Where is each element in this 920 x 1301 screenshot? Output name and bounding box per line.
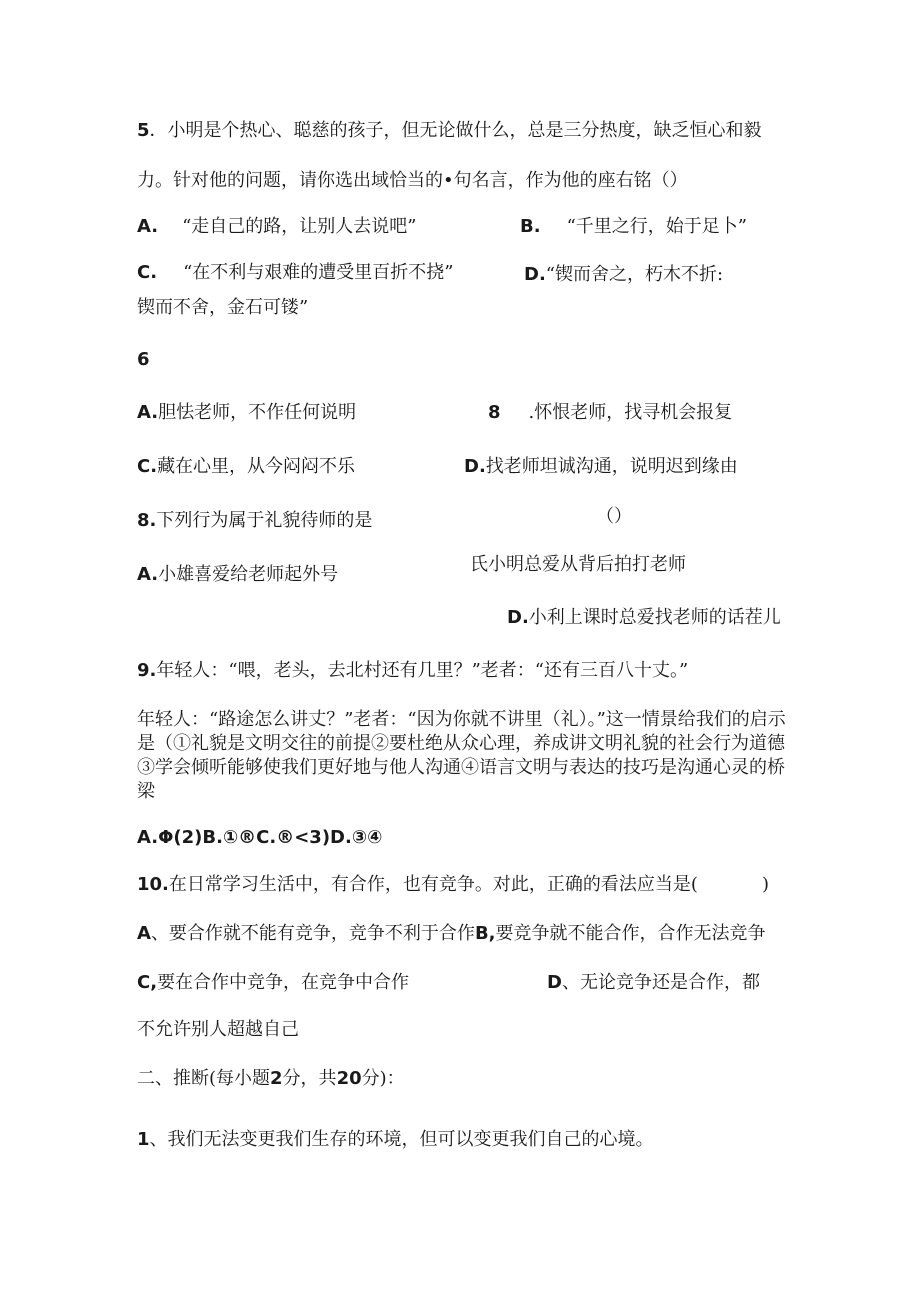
option-label: D. — [464, 456, 486, 477]
q10-close-paren: ) — [762, 874, 770, 895]
section-2-heading — [137, 1070, 405, 1088]
q6-option-d — [464, 458, 738, 476]
q9-options: A.Φ(2)B.①®C.®<3)D.③④ — [137, 827, 383, 848]
option-label: C, — [137, 972, 158, 993]
option-label: A. — [137, 402, 159, 423]
q10-number: 10. — [137, 874, 169, 895]
q10-option-c — [137, 974, 409, 992]
option-label: C. — [137, 262, 158, 283]
option-text: 、要合作就不能有竞争，竞争不利于合作 — [150, 923, 475, 944]
option-number: 8 — [488, 402, 501, 423]
q8-option-d — [507, 609, 781, 627]
option-label: B, — [474, 923, 496, 944]
q5-option-c — [137, 264, 453, 282]
option-label: C. — [137, 456, 158, 477]
q5-option-a — [137, 218, 417, 236]
q5-option-d-continued: 锲而不舍，金石可镂” — [137, 297, 309, 318]
option-text: 胆怯老师，不作任何说明 — [158, 402, 357, 423]
q8-answer-paren: （） — [596, 506, 632, 527]
option-label: D — [547, 972, 562, 993]
option-text: 要竞争就不能合作，合作无法竞争 — [495, 923, 766, 944]
section-title-pre: 二、推断(每小题 — [137, 1068, 271, 1089]
q8-number: 8. — [137, 510, 157, 531]
q10-stem-text: 在日常学习生活中，有合作，也有竞争。对此，正确的看法应当是( — [168, 874, 698, 895]
section-title-post: 分)： — [361, 1068, 405, 1089]
option-label: B. — [520, 216, 541, 237]
option-text: 藏在心里，从今闷闷不乐 — [157, 456, 356, 477]
option-text: 要在合作中竞争，在竞争中合作 — [157, 972, 410, 993]
q5-option-d — [524, 266, 723, 284]
q5-option-b — [520, 218, 747, 236]
q10-stem — [137, 876, 698, 894]
q5-number: 5 — [137, 120, 150, 141]
q10-option-d-continued: 不允许别人超越自己 — [137, 1019, 299, 1040]
option-label: A. — [137, 216, 159, 237]
option-label: D. — [507, 607, 529, 628]
judgement-text: 、我们无法变更我们生存的环境，但可以变更我们自己的心境。 — [149, 1129, 654, 1150]
q6-option-b — [488, 404, 732, 422]
option-text: “在不利与艰难的遭受里百折不挠” — [183, 262, 454, 283]
q8-stem — [137, 512, 372, 530]
q5-stem-line1: ．小明是个热心、聪慈的孩子，但无论做什么，总是三分热度，缺乏恒心和毅 — [149, 120, 762, 141]
option-text: “走自己的路，让别人去说吧” — [182, 216, 417, 237]
q9-number: 9. — [137, 660, 157, 681]
option-label: A. — [137, 564, 159, 585]
q9-stem-line1: 年轻人：“喂，老头，去北村还有几里？”老者：“还有三百八十丈。” — [156, 660, 689, 681]
section-points: 2 — [270, 1068, 283, 1089]
q6-option-c — [137, 458, 355, 476]
option-text: 找老师坦诚沟通，说明迟到缘由 — [485, 456, 738, 477]
q8-stem-text: 下列行为属于礼貌待师的是 — [156, 510, 373, 531]
q10-option-d — [547, 974, 760, 992]
q5-stem-line2: 力。针对他的问题，请你选出域恰当的•句名言，作为他的座右铭（） — [137, 170, 688, 191]
judgement-1 — [137, 1131, 654, 1149]
option-text: “千里之行，始于足卜” — [566, 216, 747, 237]
option-text: 小雄喜爱给老师起外号 — [158, 564, 339, 585]
q6-number: 6 — [137, 349, 150, 370]
option-text: “锲而舍之，朽木不折: — [545, 264, 724, 285]
option-text: 小利上课时总爱找老师的话茬儿 — [528, 607, 781, 628]
q5-line1 — [137, 122, 762, 140]
q9-line1 — [137, 662, 688, 680]
judgement-number: 1 — [137, 1129, 150, 1150]
option-text: .怀恨老师，找寻机会报复 — [528, 402, 733, 423]
q9-paragraph: 年轻人：“路途怎么讲丈？”老者：“因为你就不讲里（礼）。”这一情景给我们的启示是（①礼貌是文明交往的前提②要杜绝从众心理，养成讲文明礼貌的社会行为道德③学会倾听能够使我们更好地与他人沟通④语言文明与表达的技巧是沟通心灵的桥梁 — [137, 709, 786, 802]
section-title-mid: 分，共 — [282, 1068, 337, 1089]
q6-option-a — [137, 404, 356, 422]
option-label: A — [137, 923, 151, 944]
section-total: 20 — [336, 1068, 362, 1089]
q8-option-b: 氏小明总爱从背后拍打老师 — [470, 554, 686, 575]
q8-option-a — [137, 566, 338, 584]
q10-option-a-b — [137, 925, 766, 943]
option-text: 、无论竞争还是合作，都 — [561, 972, 760, 993]
option-label: D. — [524, 264, 546, 285]
